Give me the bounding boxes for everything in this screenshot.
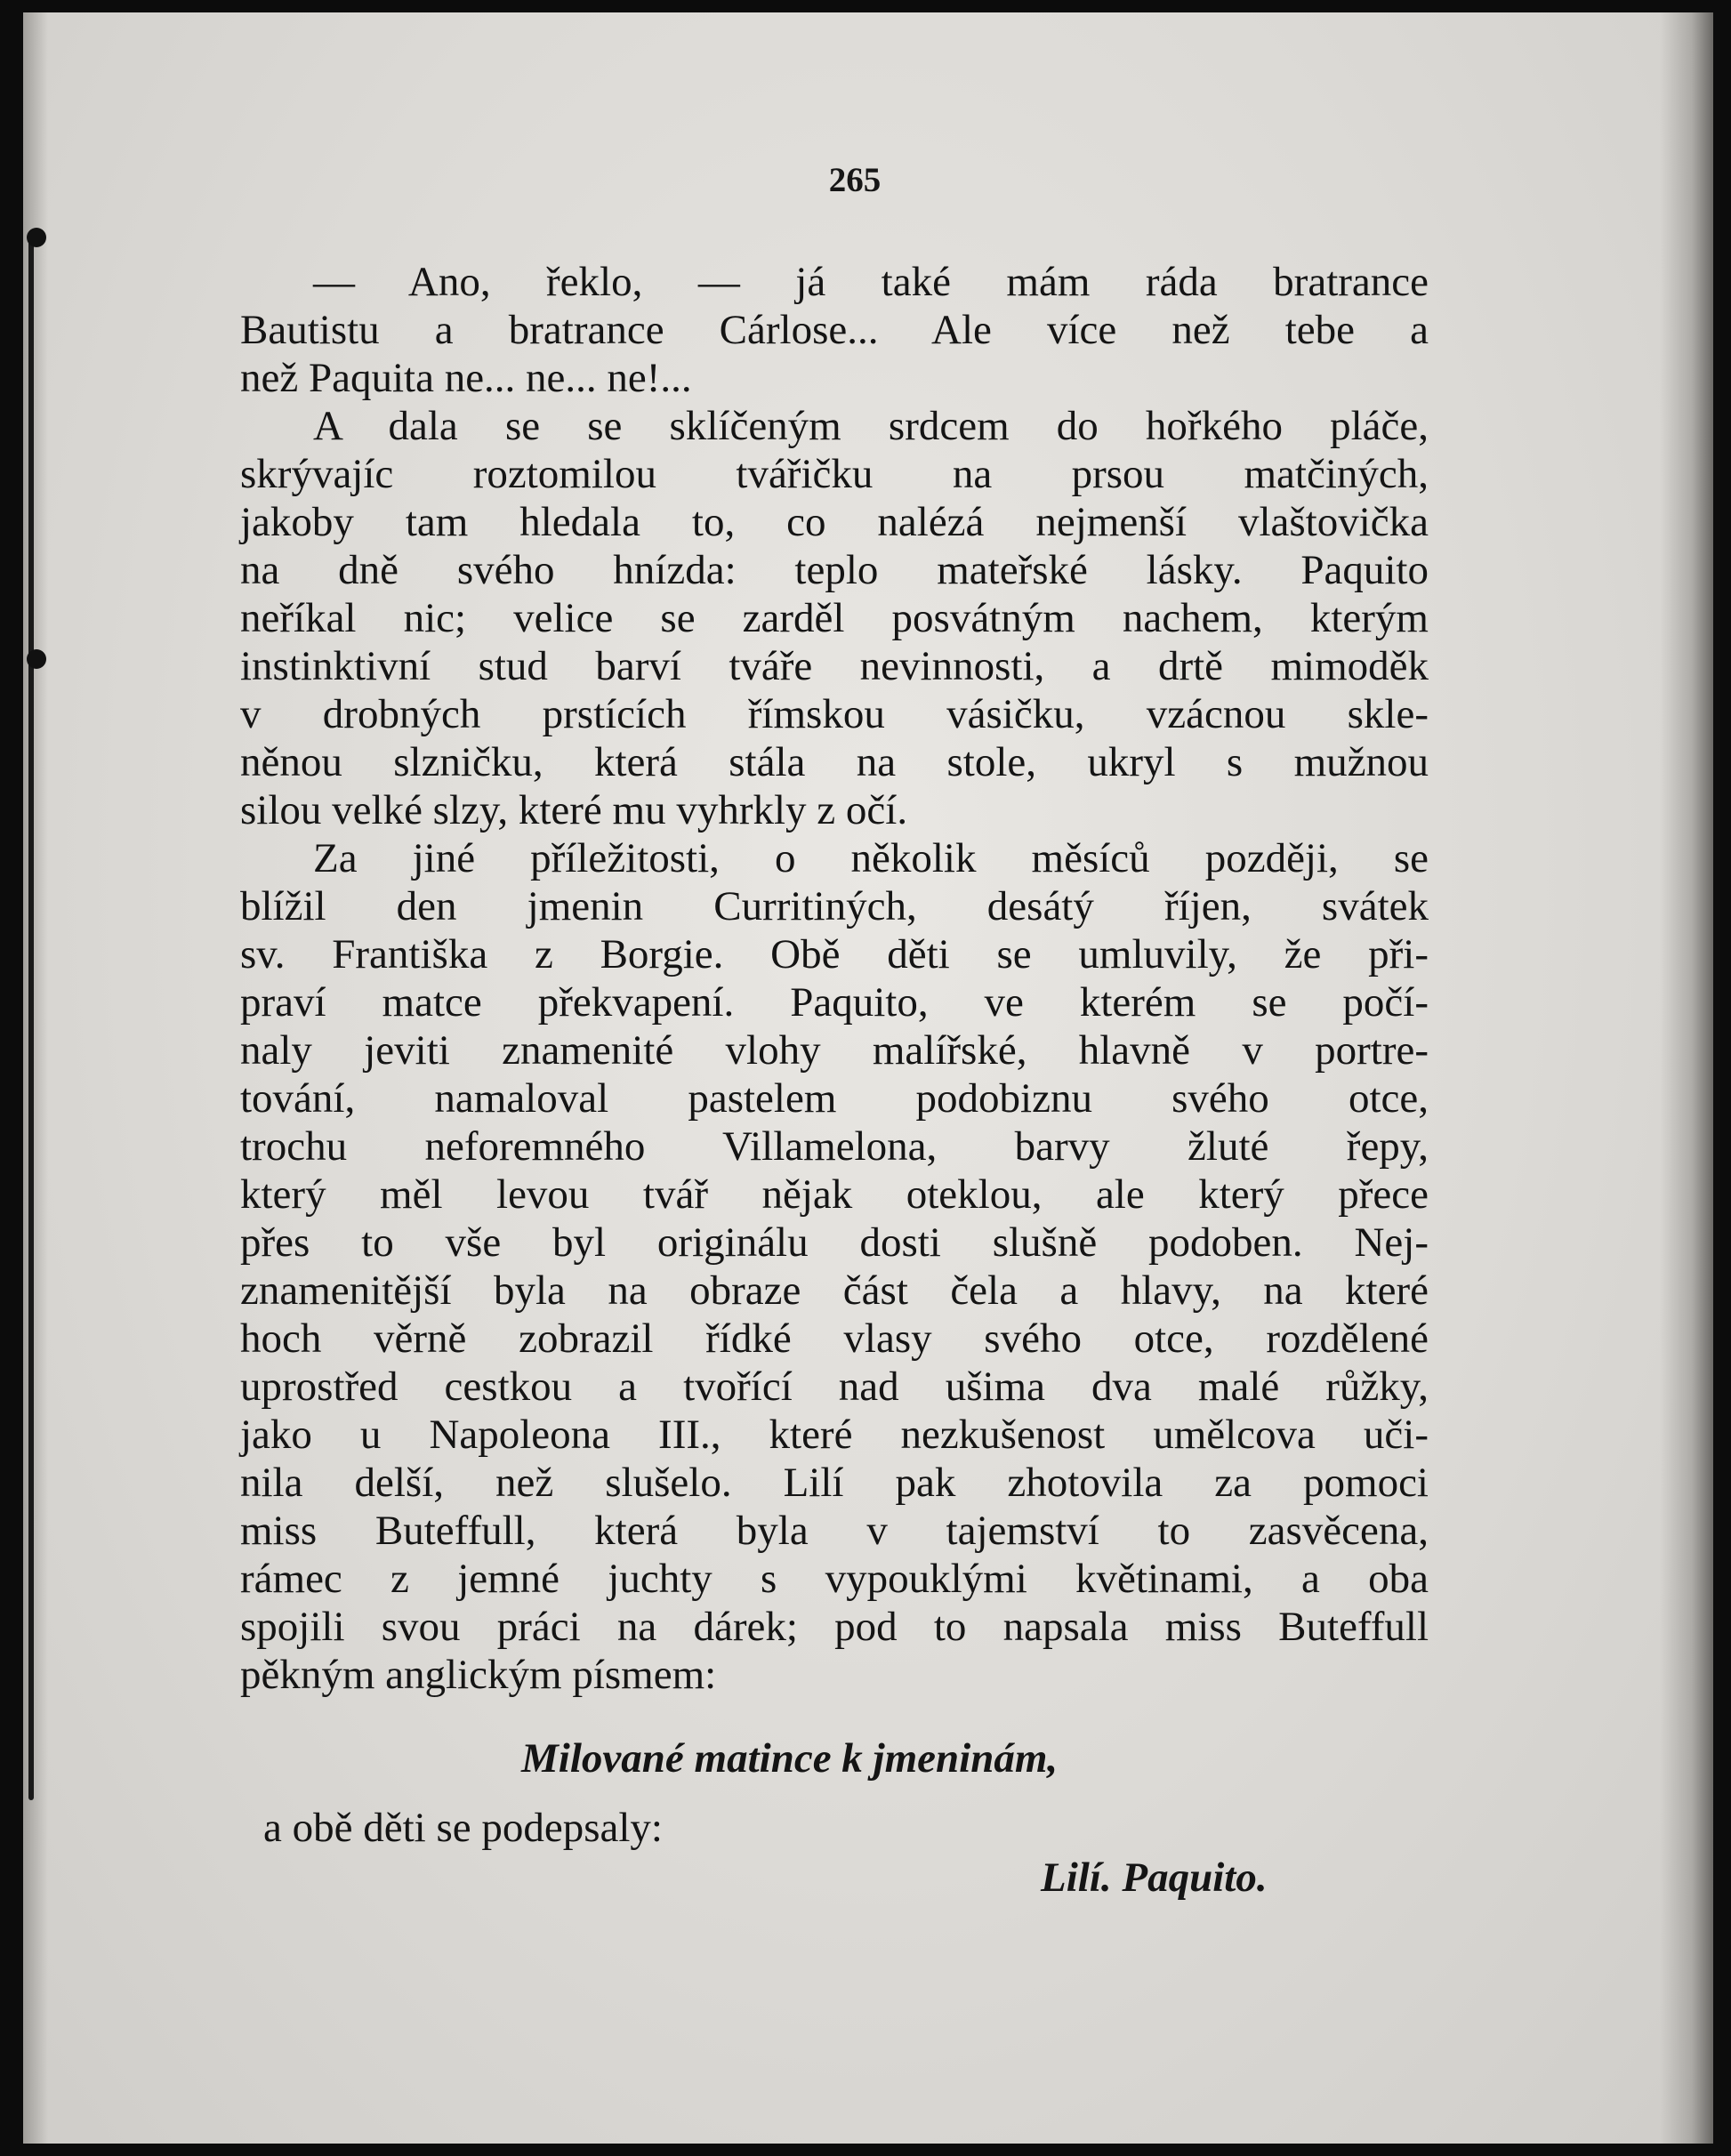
text-line: rámec z jemné juchty s vypouklými květinami, a oba [240, 1556, 1429, 1602]
book-page [23, 12, 1713, 2144]
page-shadow-left [23, 12, 48, 2144]
text-line: Bautistu a bratrance Cárlose... Ale více než tebe a [240, 307, 1429, 353]
text-line: Za jiné příležitosti, o několik měsíců později, se [313, 835, 1429, 881]
text-line: uprostřed cestkou a tvořící nad ušima dva malé růžky, [240, 1364, 1429, 1410]
text-line: instinktivní stud barví tváře nevinnosti, a drtě mimoděk [240, 643, 1429, 689]
dedication-line: Milované matince k jmeninám, [521, 1735, 1059, 1782]
text-line: na dně svého hnízda: teplo mateřské lásky. Paquito [240, 547, 1429, 593]
text-line: přes to vše byl originálu dosti slušně podoben. Nej- [240, 1219, 1429, 1266]
text-line: nila delší, než slušelo. Lilí pak zhotovila za pomoci [240, 1460, 1429, 1506]
text-line: hoch věrně zobrazil řídké vlasy svého otce, rozdělené [240, 1315, 1429, 1362]
signed-line: a obě děti se podepsaly: [263, 1805, 663, 1851]
text-line: skrývajíc roztomilou tvářičku na prsou matčiných, [240, 451, 1429, 497]
text-line: než Paquita ne... ne... ne!... [240, 355, 692, 401]
paragraph-2 [240, 402, 1429, 834]
binding-mark-top [27, 228, 46, 247]
text-line: trochu neforemného Villamelona, barvy žluté řepy, [240, 1123, 1429, 1170]
text-line: něnou slzničku, která stála na stole, ukryl s mužnou [240, 739, 1429, 785]
text-line: který měl levou tvář nějak oteklou, ale který přece [240, 1171, 1429, 1218]
paragraph-1 [240, 258, 1429, 402]
text-line: spojili svou práci na dárek; pod to napsala miss Buteffull [240, 1604, 1429, 1650]
body-text [240, 258, 1429, 1699]
text-line: jako u Napoleona III., které nezkušenost umělcova uči- [240, 1412, 1429, 1458]
text-line: silou velké slzy, které mu vyhrkly z očí. [240, 787, 908, 833]
text-line: neříkal nic; velice se zarděl posvátným nachem, kterým [240, 595, 1429, 641]
binding-line [28, 235, 34, 1800]
binding-mark-middle [27, 649, 46, 669]
text-line: praví matce překvapení. Paquito, ve kterém se počí- [240, 979, 1429, 1026]
text-line: v drobných prstících římskou vásičku, vzácnou skle- [240, 691, 1429, 737]
text-line: A dala se se sklíčeným srdcem do hořkého pláče, [313, 403, 1429, 449]
text-line: sv. Františka z Borgie. Obě děti se umluvily, že při- [240, 931, 1429, 977]
text-line: jakoby tam hledala to, co nalézá nejmenší vlaštovička [240, 499, 1429, 545]
text-line: pěkným anglickým písmem: [240, 1652, 717, 1698]
text-line: miss Buteffull, která byla v tajemství to zasvěcena, [240, 1508, 1429, 1554]
text-line: tování, namaloval pastelem podobiznu svého otce, [240, 1075, 1429, 1122]
text-line: znamenitější byla na obraze část čela a hlavy, na které [240, 1267, 1429, 1314]
text-line: naly jeviti znamenité vlohy malířské, hlavně v portre- [240, 1027, 1429, 1074]
text-line: — Ano, řeklo, — já také mám ráda bratrance [313, 259, 1429, 305]
signatures: Lilí. Paquito. [1041, 1854, 1268, 1901]
text-line: blížil den jmenin Curritiných, desátý říjen, svátek [240, 883, 1429, 929]
page-number: 265 [828, 161, 882, 199]
page-shadow-right [1660, 12, 1713, 2144]
paragraph-3 [240, 834, 1429, 1699]
